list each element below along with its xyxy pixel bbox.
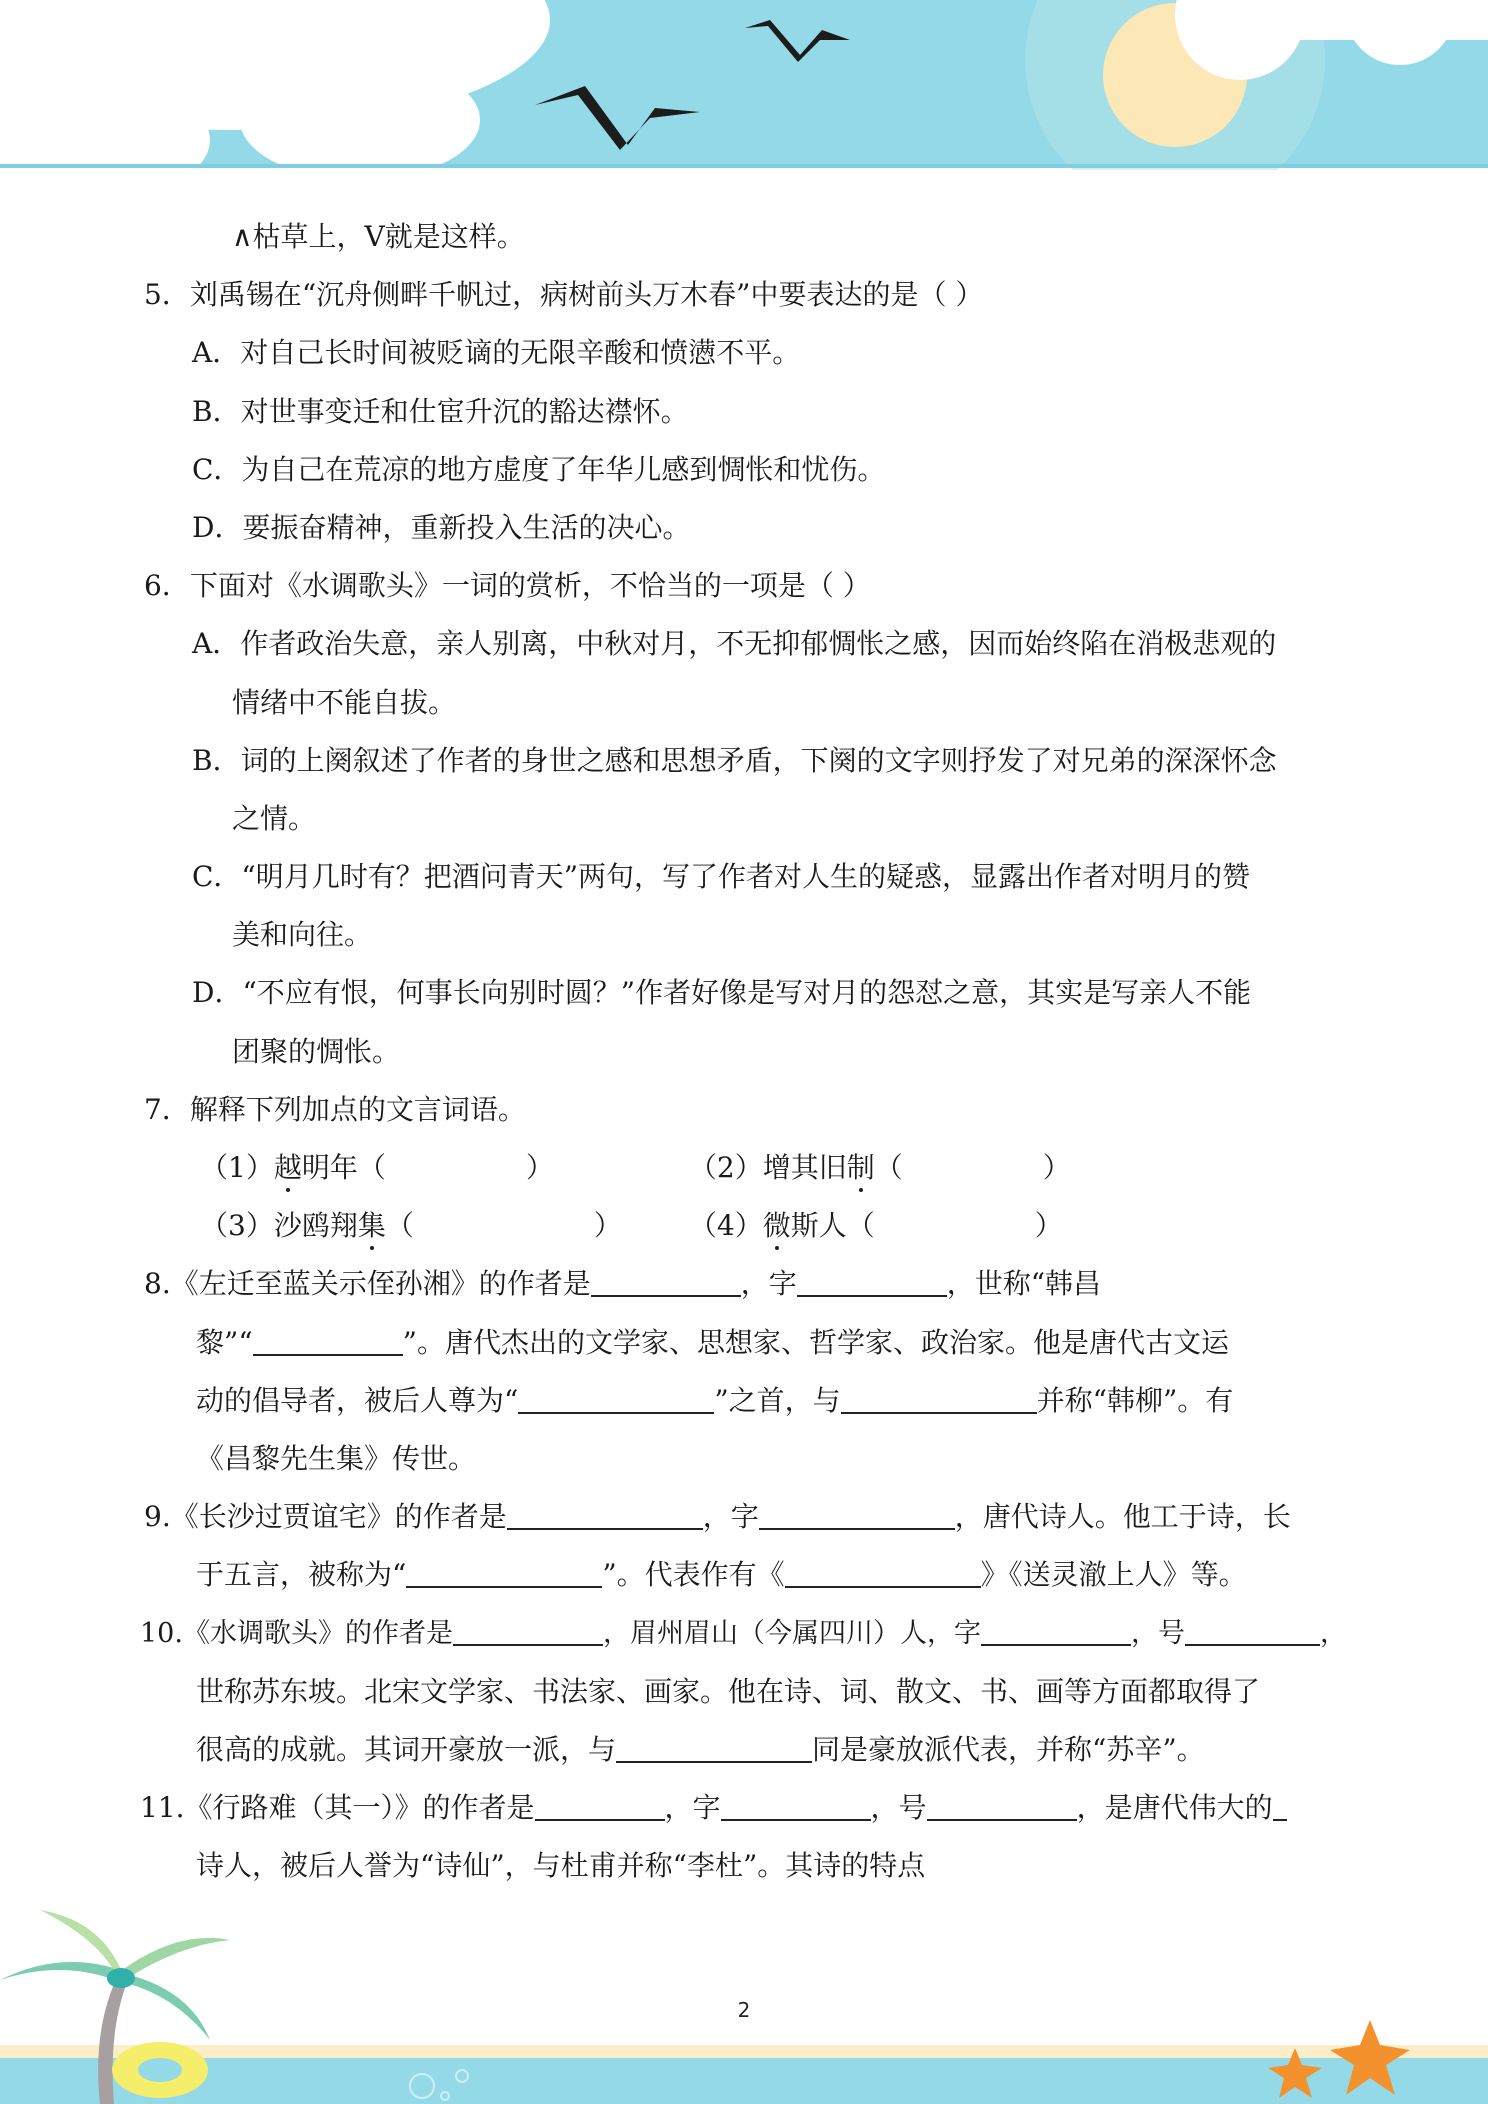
answer-blank[interactable] (1273, 1789, 1287, 1821)
continuation-line: 之情。 (232, 801, 317, 835)
q8-line-4: 《昌黎先生集》传世。 (196, 1441, 477, 1475)
answer-blank[interactable] (927, 1789, 1077, 1821)
answer-blank[interactable] (785, 1556, 981, 1588)
footer-decoration (0, 1900, 1488, 2104)
q9-line-2: 于五言，被称为“ ”。代表作有《 》《送灵澈上人》等。 (196, 1558, 1247, 1592)
answer-blank[interactable] (797, 1265, 947, 1297)
answer-blank[interactable] (406, 1556, 602, 1588)
q10-line-2: 世称苏东坡。北宋文学家、书法家、画家。他在诗、词、散文、书、画等方面都取得了 (196, 1674, 1261, 1708)
option-line: A．对自己长时间被贬谪的无限辛酸和愤懑不平。 (192, 336, 801, 370)
dotted-char: 微 (762, 1209, 791, 1243)
option-line: D．“不应有恨，何事长向别时圆？”作者好像是写对月的怨怼之意，其实是写亲人不能 (192, 976, 1252, 1010)
swim-ring-icon (112, 2042, 208, 2098)
option-line: A．作者政治失意，亲人别离，中秋对月，不无抑郁惆怅之感，因而始终陷在消极悲观的 (192, 627, 1277, 661)
answer-blank[interactable] (616, 1731, 812, 1763)
dotted-char: 集 (357, 1209, 386, 1243)
answer-blank[interactable] (841, 1382, 1037, 1414)
q8-line-1: 8.《左迁至蓝关示侄孙湘》的作者是 ，字 ，世称“韩昌 (144, 1267, 1102, 1301)
continuation-line: 团聚的惆怅。 (232, 1034, 401, 1068)
q9-line-1: 9.《长沙过贾谊宅》的作者是 ，字 ，唐代诗人。他工于诗，长 (144, 1500, 1291, 1534)
answer-blank[interactable] (721, 1789, 871, 1821)
option-line: B．词的上阕叙述了作者的身世之感和思想矛盾，下阕的文字则抒发了对兄弟的深深怀念 (192, 743, 1277, 777)
answer-blank[interactable] (253, 1324, 403, 1356)
q10-line-1: 10.《水调歌头》的作者是 ，眉州眉山（今属四川）人，字 ，号 ， (140, 1605, 1350, 1663)
q7-item-1: （1）越明年（ ） (200, 1151, 554, 1184)
q8-line-2: 黎”“ ”。唐代杰出的文学家、思想家、哲学家、政治家。他是唐代古文运 (196, 1325, 1229, 1359)
option-line: B．对世事变迁和仕宦升沉的豁达襟怀。 (192, 394, 689, 428)
q11-line-1: 11.《行路难（其一）》的作者是 ，字 ，号 ，是唐代伟大的 (140, 1779, 1350, 1837)
question-line: 7．解释下列加点的文言词语。 (144, 1092, 526, 1126)
q7-row-1 (140, 1139, 1350, 1197)
answer-blank[interactable] (453, 1614, 603, 1646)
page-number: 2 (737, 1998, 751, 2022)
question-line: 6．下面对《水调歌头》一词的赏析，不恰当的一项是（ ） (144, 569, 871, 603)
option-line: D．要振奋精神，重新投入生活的决心。 (192, 510, 691, 544)
answer-blank[interactable] (535, 1789, 665, 1821)
answer-blank[interactable] (507, 1498, 703, 1530)
answer-blank[interactable] (1185, 1614, 1320, 1646)
answer-blank[interactable] (759, 1498, 955, 1530)
option-line: C．“明月几时有？把酒问青天”两句，写了作者对人生的疑惑，显露出作者对明月的赞 (192, 860, 1251, 894)
answer-blank[interactable] (981, 1614, 1131, 1646)
continuation-line: ∧枯草上，V就是这样。 (232, 220, 525, 253)
answer-blank[interactable] (591, 1265, 741, 1297)
q7-item-4: （4）微斯人（ ） (688, 1209, 1063, 1243)
q7-item-3: （3）沙鸥翔集（ ） (200, 1209, 622, 1243)
question-line: 5．刘禹锡在“沉舟侧畔千帆过，病树前头万木春”中要表达的是（ ） (144, 278, 984, 312)
q11-line-2: 诗人，被后人誉为“诗仙”，与杜甫并称“李杜”。其诗的特点 (196, 1849, 926, 1883)
document-body (140, 208, 1350, 1895)
answer-blank[interactable] (518, 1382, 714, 1414)
q7-item-2: （2）增其旧制（ ） (688, 1151, 1071, 1184)
header-decoration (0, 0, 1488, 170)
continuation-line: 情绪中不能自拔。 (232, 685, 457, 719)
dotted-char: 越 (273, 1151, 302, 1184)
q10-line-3: 很高的成就。其词开豪放一派，与 同是豪放派代表，并称“苏辛”。 (196, 1732, 1205, 1766)
dotted-char: 制 (846, 1151, 875, 1184)
q7-row-2 (140, 1197, 1350, 1255)
option-line: C．为自己在荒凉的地方虚度了年华儿感到惆怅和忧伤。 (192, 452, 886, 486)
continuation-line: 美和向往。 (232, 918, 373, 952)
q8-line-3: 动的倡导者，被后人尊为“ ”之首，与 并称“韩柳”。有 (196, 1383, 1234, 1417)
